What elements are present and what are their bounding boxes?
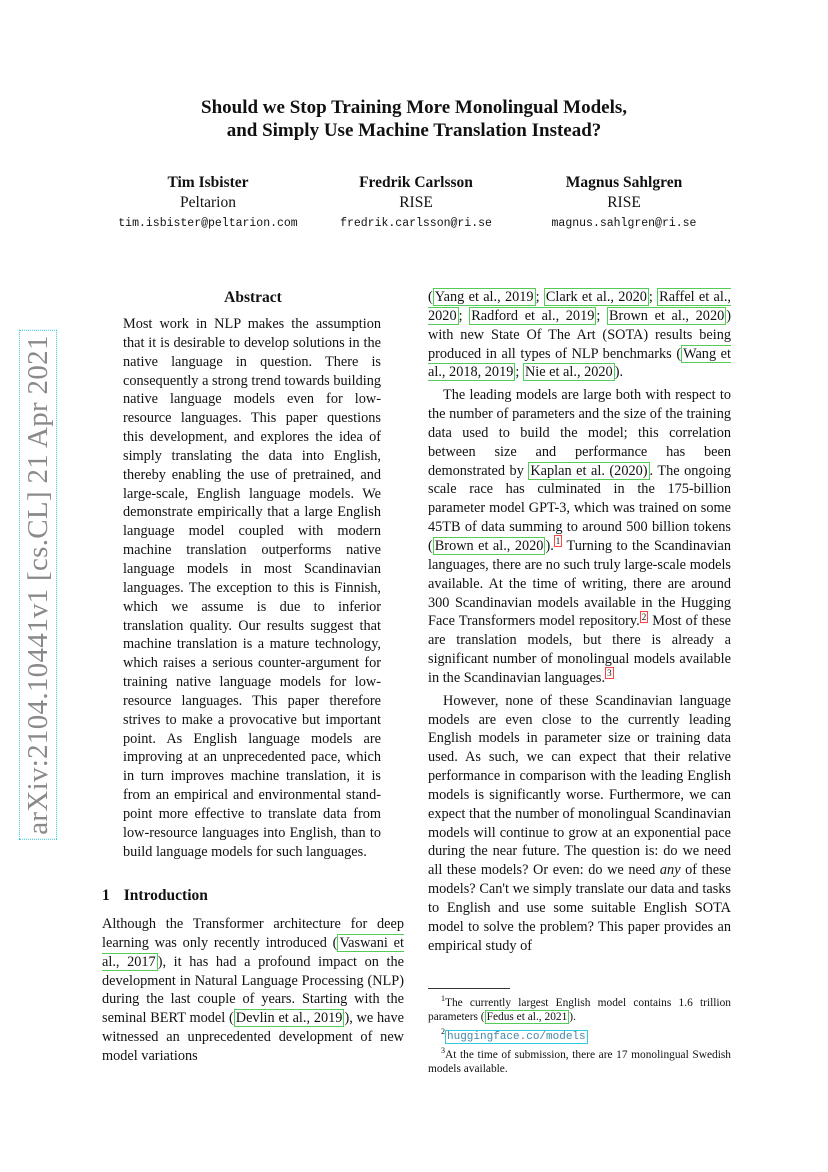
citation-link[interactable]: Yang et al., 2019	[434, 289, 534, 305]
citation-link[interactable]: Vaswani et al., 2017	[102, 934, 404, 970]
author-block-3	[504, 173, 744, 235]
body-text: . The ongoing scale race has culminated in the 175-billion parameter model GPT-3, which was trained on some 45TB of data summing to around 500 billion tokens (	[428, 462, 731, 554]
footnotes	[428, 992, 731, 1077]
footnote-number: 1	[441, 994, 445, 1003]
paragraph-continued	[428, 288, 731, 382]
author-name: Fredrik Carlsson	[359, 174, 473, 191]
citation-link[interactable]: Nie et al., 2020	[524, 364, 613, 381]
paragraph	[428, 692, 731, 956]
url-link[interactable]: huggingface.co/models	[447, 1030, 586, 1043]
author-block-1	[88, 173, 328, 235]
title-line-2: and Simply Use Machine Translation Instead?	[226, 120, 602, 141]
author-block-2	[296, 173, 536, 235]
body-text: The leading models are large both with respect to the number of parameters and the size of the training data used to build the model; this correlation between size and performance has been demonstrated by	[428, 387, 731, 479]
footnote-1	[428, 992, 731, 1025]
body-text: ).	[545, 537, 554, 554]
body-text: Turning to the Scandinavian languages, there are no such truly large-scale models available. At the time of writing, there are around 300 Scandinavian models available in the Hugging Face Transformers model repository.	[428, 537, 732, 630]
paper-title	[0, 96, 828, 142]
paragraph	[428, 386, 731, 688]
author-affiliation: Peltarion	[180, 194, 236, 211]
body-text: ;	[648, 289, 658, 305]
abstract-heading: Abstract	[224, 289, 282, 306]
footnote-3	[428, 1044, 731, 1077]
footnote-marker[interactable]: 2	[641, 611, 647, 622]
footnote-number: 3	[441, 1046, 445, 1056]
footnote-2	[428, 1025, 731, 1044]
citation-link[interactable]: Devlin et al., 2019	[235, 1010, 343, 1027]
author-name: Magnus Sahlgren	[565, 174, 683, 191]
footnote-divider	[428, 988, 510, 989]
author-affiliation: RISE	[399, 194, 433, 211]
body-text: ;	[458, 307, 470, 324]
title-line-1: Should we Stop Training More Monolingual Models,	[201, 97, 627, 118]
intro-paragraph	[102, 915, 404, 1066]
author-affiliation: RISE	[607, 194, 641, 211]
citation-link[interactable]: Radford et al., 2019	[471, 307, 595, 324]
body-text: Most of these are translation models, but there is already a significant number of monolingual models available in the Scandinavian languages.	[428, 613, 731, 686]
body-text: ;	[596, 307, 608, 324]
footnote-text: ).	[569, 1011, 576, 1024]
arxiv-identifier[interactable]: arXiv:2104.10441v1 [cs.CL] 21 Apr 2021	[19, 330, 57, 840]
right-column	[428, 288, 731, 956]
body-text: ).	[614, 364, 624, 381]
body-text: However, none of these Scandinavian language models are even close to the currently leading English models in parameter size or training data used. As such, we can expect that their relative performance in comparison with the leading English models is significantly worse. Furthermore, we can expect that the number of monolingual Scandinavian models will continue to grow at an exponential pace during the near future. The question is: do we need all these models? Or even: do we need	[428, 692, 731, 879]
footnote-marker[interactable]: 1	[555, 536, 561, 547]
citation-link[interactable]: Kaplan et al. (2020)	[530, 462, 648, 479]
body-text: ), we have witnessed an unprecedented development of new model variations	[102, 1010, 405, 1064]
footnote-text: At the time of submission, there are 17 monolingual Swedish models available.	[428, 1048, 731, 1076]
citation-link[interactable]: Brown et al., 2020	[609, 307, 725, 324]
author-email[interactable]: tim.isbister@peltarion.com	[118, 217, 298, 230]
citation-link[interactable]: Fedus et al., 2021	[486, 1011, 568, 1024]
footnote-text: The currently largest English model contains 1.6 trillion parameters (	[428, 996, 731, 1024]
body-text: ;	[515, 364, 523, 381]
body-text: Although the Transformer architecture for deep learning was only recently introduced (	[102, 916, 404, 951]
author-email[interactable]: fredrik.carlsson@ri.se	[340, 217, 492, 230]
footnote-number: 2	[441, 1026, 445, 1036]
arxiv-sidebar	[18, 335, 58, 835]
author-email[interactable]: magnus.sahlgren@ri.se	[551, 217, 697, 230]
author-name: Tim Isbister	[167, 174, 249, 191]
body-text: of these models? Can't we simply translate our data and tasks to English and use some suitable English SOTA model to solve the problem? This paper provides an empirical study of	[428, 862, 731, 954]
citation-link[interactable]: Clark et al., 2020	[545, 289, 647, 305]
citation-link[interactable]: Brown et al., 2020	[434, 537, 544, 554]
citation-link[interactable]: Wang et al., 2018, 2019	[428, 345, 732, 381]
body-text: ;	[535, 289, 544, 305]
section-number: 1	[102, 887, 110, 904]
body-text: (	[428, 289, 433, 305]
emphasis-text: any	[659, 862, 681, 879]
body-text: ) with new State Of The Art (SOTA) results being produced in all types of NLP benchmarks (	[428, 307, 732, 362]
abstract-text: Most work in NLP makes the assumption that it is desirable to develop solutions in the native language in question. There is consequently a strong trend towards building native language models even for low-resource languages. This paper questions this development, and explores the idea of simply translating the data into English, thereby enabling the use of pretrained, and large-scale, English language models. We demonstrate empirically that a large English language model coupled with modern machine translation outperforms native language models in most Scandinavian languages. The exception to this is Finnish, which we assume is due to inferior translation quality. Our results suggest that machine translation is a mature technology, which raises a serious counter-argument for training native language models for low-resource languages. This paper therefore strives to make a provocative but important point. As English language models are improving at an unprecedented pace, which in turn improves machine translation, it is from an empirical and environmental stand-point more effective to translate data from low-resource languages into English, than to build language models for such languages.	[123, 316, 381, 860]
section-heading-introduction	[102, 887, 208, 905]
body-text: ), it has had a profound impact on the development in Natural Language Processing (NLP) during the last couple of years. Starting with the seminal BERT model (	[102, 953, 405, 1027]
section-title: Introduction	[123, 887, 208, 904]
footnote-marker[interactable]: 3	[607, 668, 612, 679]
citation-link[interactable]: Raffel et al., 2020	[428, 289, 732, 324]
